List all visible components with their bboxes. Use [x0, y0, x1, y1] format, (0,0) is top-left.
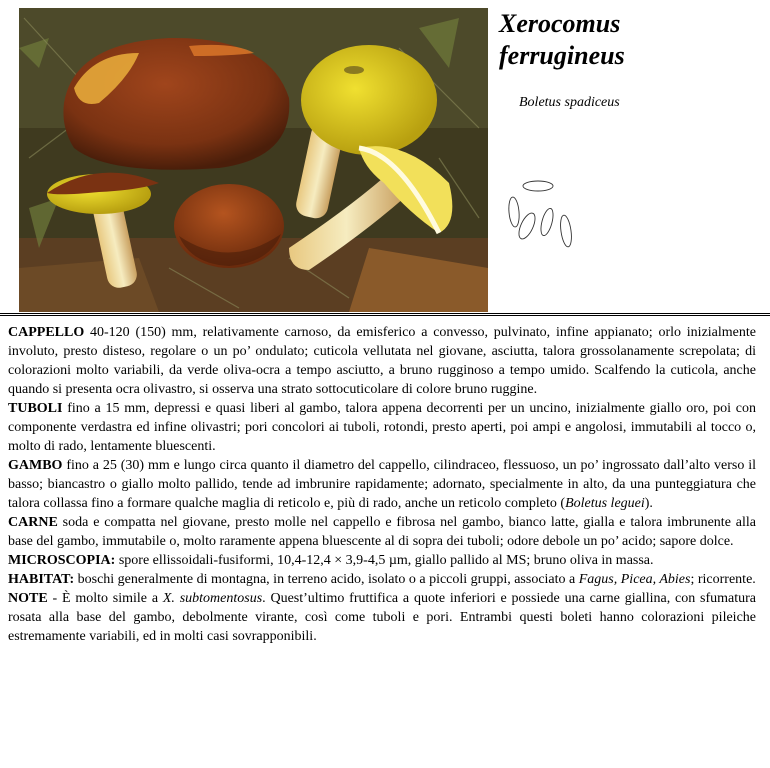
section-text: - È molto simile a — [47, 591, 163, 606]
title-line-2: ferrugineus — [499, 41, 625, 70]
section-text-after: . Quest’ultimo fruttifica a quote inferiori e possiede una carne giallina, con sfumatura rosata alla base del gambo, debolmente virante, così come tuboli e pori. Entrambi questi boleti hanno colorazioni pileiche estremamente variabili, ed in molti casi sovrapponibili. — [8, 591, 756, 644]
section-carne — [8, 513, 756, 551]
species-title — [499, 8, 625, 72]
section-label: NOTE — [8, 591, 48, 606]
section-text: soda e compatta nel giovane, presto molle nel cappello e fibrosa nel gambo, bianco latte, gialla e talora imbrunente alla base del gambo, immutabile o, molto raramente appena bluescente al di sopra dei tuboli; odore debole un po’ acido; sapore dolce. — [8, 515, 756, 549]
section-label: GAMBO — [8, 458, 63, 473]
section-text: spore ellissoidali-fusiformi, 10,4-12,4 × 3,9-4,5 µm, giallo pallido al MS; bruno oliva in massa. — [115, 553, 654, 568]
section-microscopia — [8, 551, 756, 570]
section-label: HABITAT: — [8, 572, 75, 587]
section-text-after: ; ricorrente. — [690, 572, 756, 587]
section-gambo — [8, 456, 756, 513]
section-tuboli — [8, 399, 756, 456]
section-text: fino a 15 mm, depressi e quasi liberi al gambo, talora appena decorrenti per un uncino, inizialmente giallo oro, poi con componente verdastra ed infine olivastri; pori concolori ai tuboli, rotondi, presto aperti, poi ampi e angolosi, immutabili al tocco o, molto di rado, lentamente bluescenti. — [8, 401, 756, 454]
spore-illustration — [500, 174, 580, 254]
section-habitat — [8, 570, 756, 589]
section-italic: Fagus, Picea, Abies — [578, 572, 691, 587]
section-note — [8, 589, 756, 646]
species-synonym: Boletus spadiceus — [519, 95, 620, 110]
section-cappello — [8, 323, 756, 399]
section-text: 40-120 (150) mm, relativamente carnoso, da emisferico a convesso, pulvinato, infine appianato; orlo inizialmente involuto, presto disteso, regolare o un po’ ondulato; cuticola vellutata nel giovane, asciutta, talora grossolanamente screpolata; di colorazioni molto variabili, da verde oliva-ocra a tempo asciutto, a bruno rugginoso a tempo umido. Scalfendo la cuticola, anche quando si presenta ocra olivastro, si osserva una strato sottocuticolare di colore bruno ruggine. — [8, 325, 756, 397]
mushroom-photo — [19, 8, 488, 312]
section-text: boschi generalmente di montagna, in terreno acido, isolato o a piccoli gruppi, associato a — [74, 572, 579, 587]
section-italic: Boletus leguei — [565, 496, 645, 511]
section-divider — [0, 313, 770, 316]
description-text — [8, 323, 756, 646]
section-text: fino a 25 (30) mm e lungo circa quanto il diametro del cappello, cilindraceo, flessuoso, un po’ ingrossato dall’alto verso il basso; biancastro o giallo molto pallido, tende ad imbrunire rapidamente; adornato, specialmente in alto, da una punteggiatura che talora collassa fino a formare qualche maglia di reticolo e, più di rado, anche un reticolo completo ( — [8, 458, 756, 511]
section-label: TUBOLI — [8, 401, 63, 416]
title-line-1: Xerocomus — [499, 9, 621, 38]
section-italic: X. subtomentosus — [162, 591, 263, 606]
section-label: MICROSCOPIA: — [8, 553, 116, 568]
section-text-after: ). — [644, 496, 653, 511]
section-label: CAPPELLO — [8, 325, 85, 340]
section-label: CARNE — [8, 515, 58, 530]
